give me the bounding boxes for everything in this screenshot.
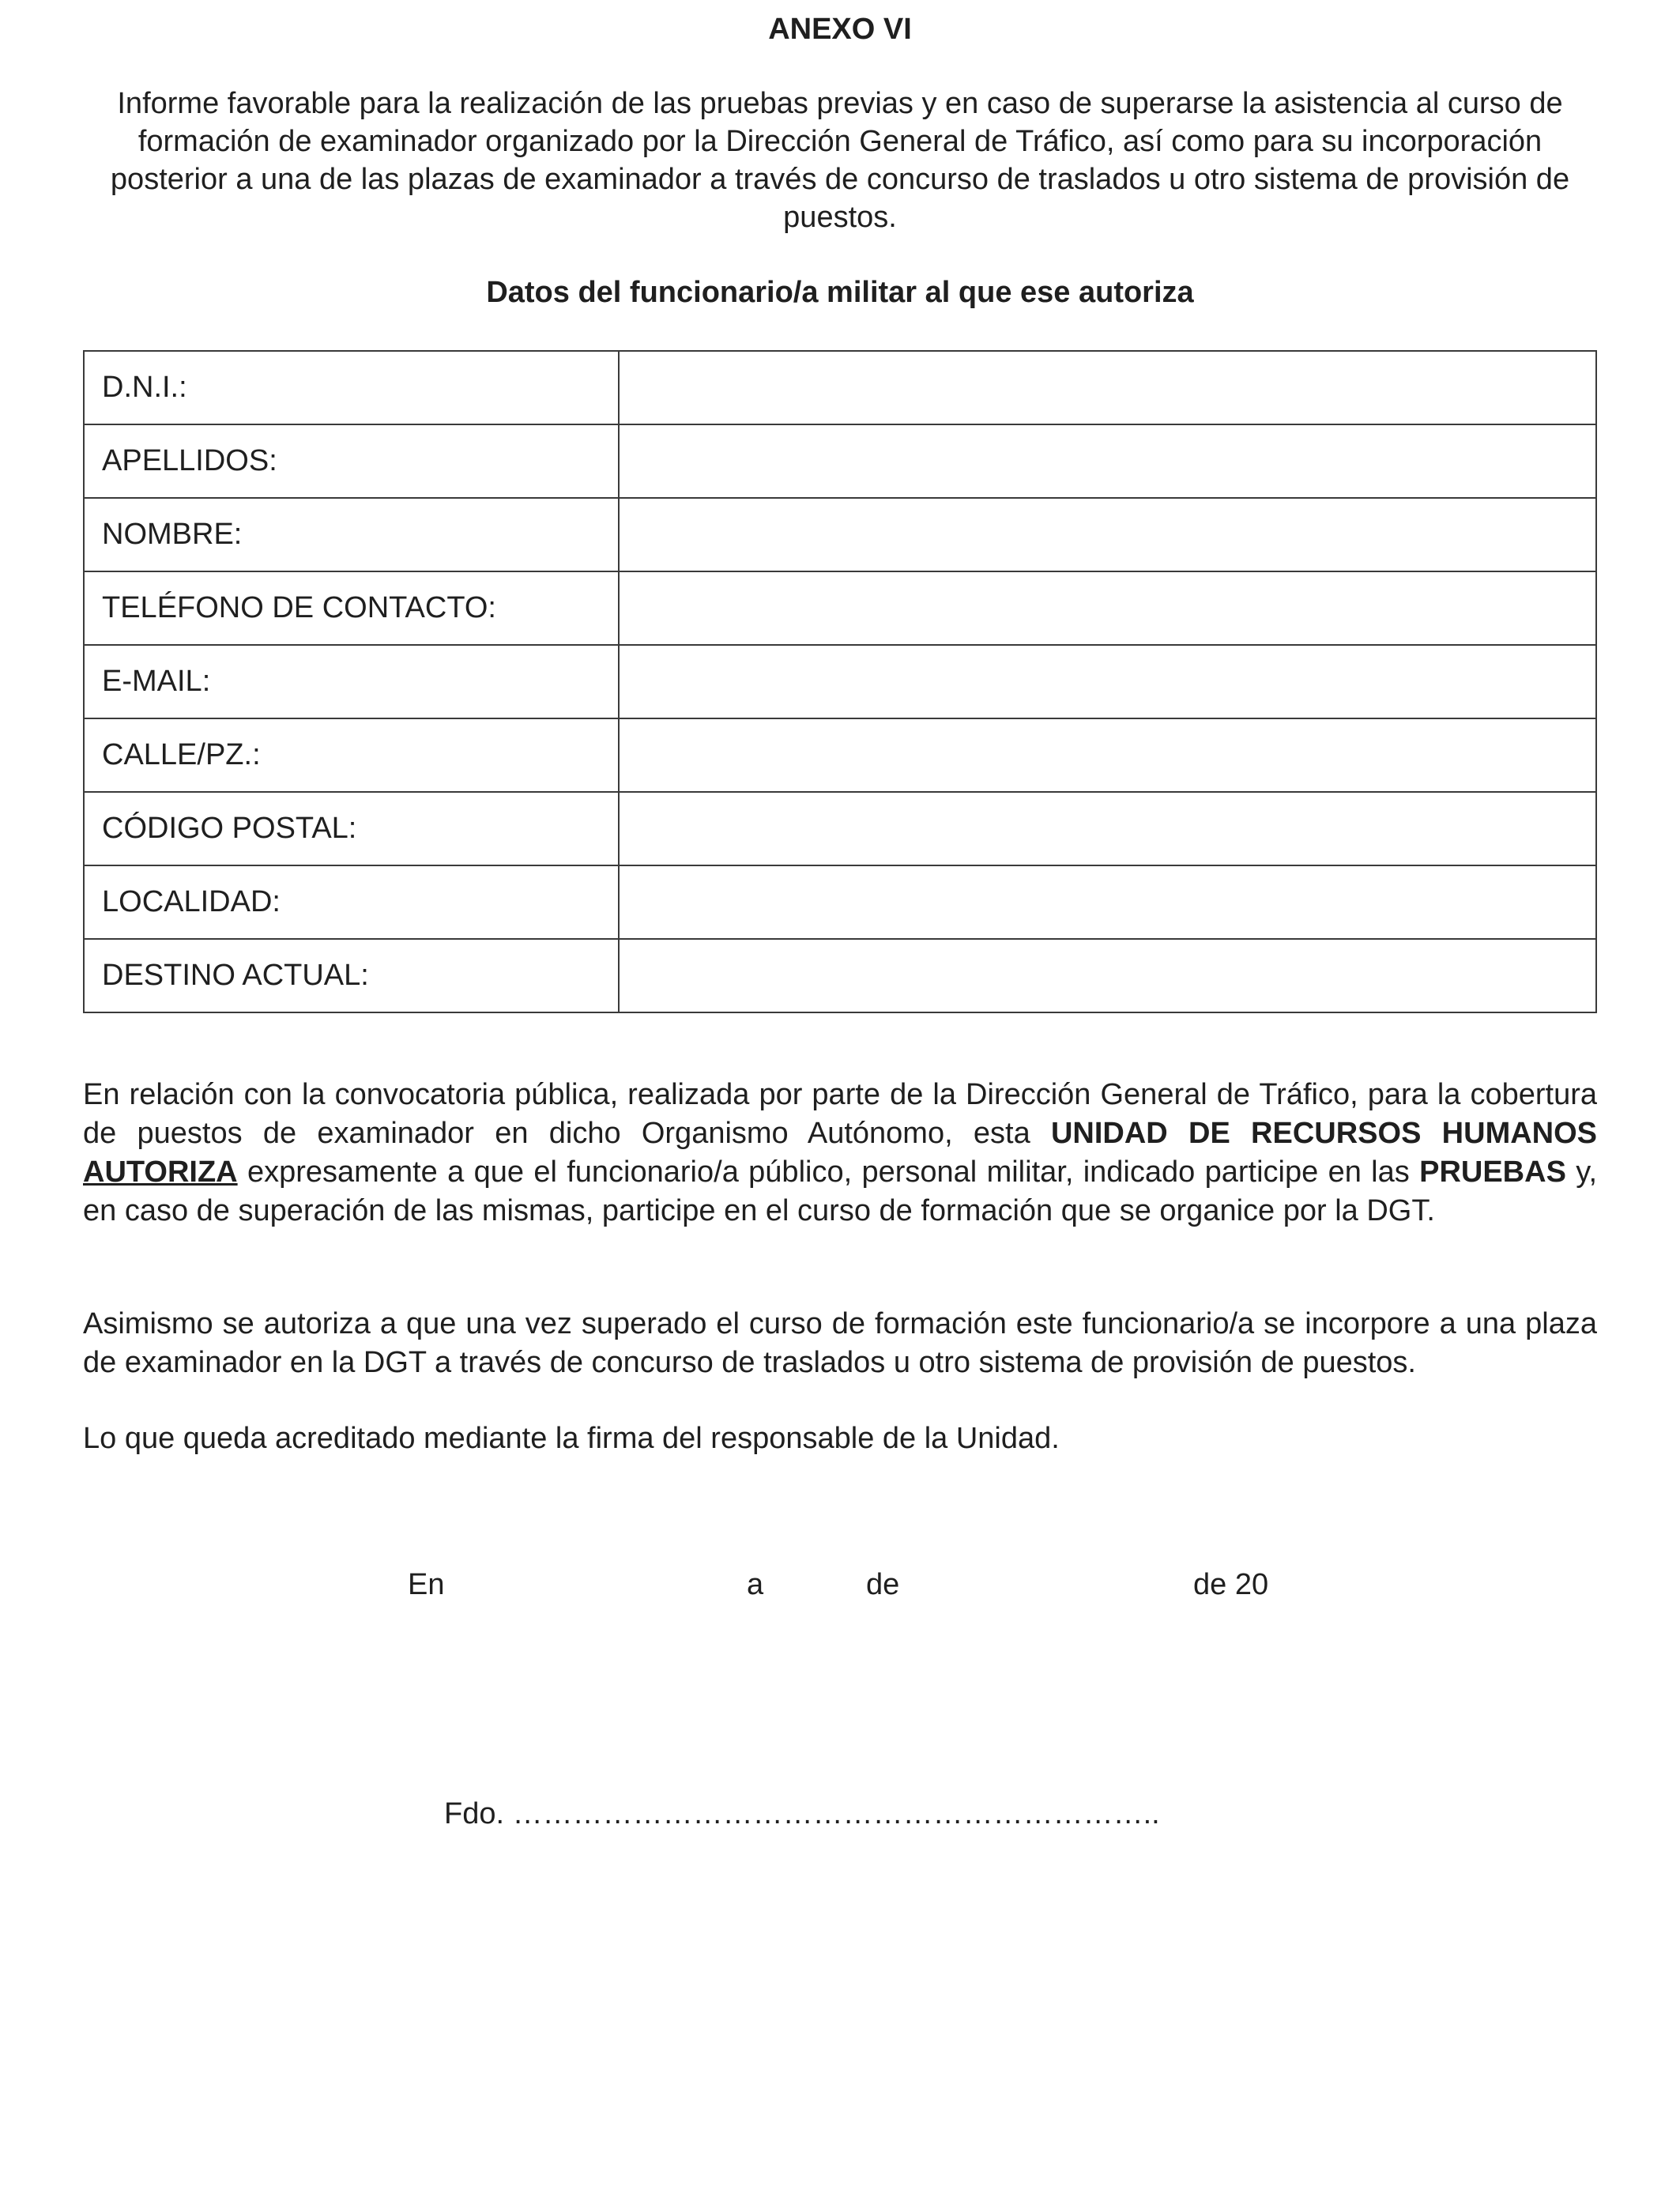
field-label-telefono: TELÉFONO DE CONTACTO: xyxy=(84,571,619,645)
authorization-keyword-underlined: AUTORIZA xyxy=(83,1155,238,1189)
date-day-label: a xyxy=(747,1568,764,1601)
table-row xyxy=(84,792,1596,865)
field-value-telefono[interactable] xyxy=(619,571,1596,645)
table-row xyxy=(84,424,1596,498)
date-month-label: de xyxy=(866,1568,900,1601)
employee-data-table xyxy=(83,350,1597,1013)
intro-paragraph: Informe favorable para la realización de las pruebas previas y en caso de superarse la asistencia al curso de formación de examinador organizado por la Dirección General de Tráfico, así como para su incorporación posterior a una de las plazas de examinador a través de concurso de traslados u otro sistema de provisión de puestos. xyxy=(110,87,1570,234)
field-label-localidad: LOCALIDAD: xyxy=(84,865,619,939)
signature-line: Fdo. ……………………………………………………….. xyxy=(444,1797,1160,1830)
field-label-nombre: NOMBRE: xyxy=(84,498,619,571)
table-row xyxy=(84,498,1596,571)
field-value-nombre[interactable] xyxy=(619,498,1596,571)
incorporation-paragraph: Asimismo se autoriza a que una vez superado el curso de formación este funcionario/a se incorpore a una plaza de examinador en la DGT a través de concurso de traslados u otro sistema de provisión de puestos. xyxy=(83,1307,1597,1379)
table-row xyxy=(84,645,1596,718)
authorization-paragraph xyxy=(83,1076,1597,1231)
date-year-label: de 20 xyxy=(1193,1568,1269,1601)
date-place-label: En xyxy=(408,1568,445,1601)
table-row xyxy=(84,718,1596,792)
field-value-localidad[interactable] xyxy=(619,865,1596,939)
field-value-destino-actual[interactable] xyxy=(619,939,1596,1012)
authorization-pruebas: PRUEBAS xyxy=(1419,1155,1566,1189)
field-value-calle[interactable] xyxy=(619,718,1596,792)
table-row xyxy=(84,351,1596,424)
field-value-apellidos[interactable] xyxy=(619,424,1596,498)
field-value-codigo-postal[interactable] xyxy=(619,792,1596,865)
field-label-apellidos: APELLIDOS: xyxy=(84,424,619,498)
accreditation-paragraph: Lo que queda acreditado mediante la firma del responsable de la Unidad. xyxy=(83,1422,1060,1455)
section-subtitle: Datos del funcionario/a militar al que ese autoriza xyxy=(486,276,1194,309)
field-label-dni: D.N.I.: xyxy=(84,351,619,424)
document-title: ANEXO VI xyxy=(768,13,912,46)
authorization-text-part3: y, en caso de superación de las mismas, participe en el curso de formación que se organice por la DGT. xyxy=(83,1155,1597,1227)
field-value-email[interactable] xyxy=(619,645,1596,718)
field-label-email: E-MAIL: xyxy=(84,645,619,718)
table-row xyxy=(84,939,1596,1012)
authorization-text-part1: En relación con la convocatoria pública, realizada por parte de la Dirección General de Tráfico, para la cobertura de puestos de examinador en dicho Organismo Autónomo, esta xyxy=(83,1078,1597,1150)
field-label-codigo-postal: CÓDIGO POSTAL: xyxy=(84,792,619,865)
field-label-destino-actual: DESTINO ACTUAL: xyxy=(84,939,619,1012)
table-row xyxy=(84,571,1596,645)
authorization-unit-name: UNIDAD DE RECURSOS HUMANOS xyxy=(1050,1117,1598,1150)
field-label-calle: CALLE/PZ.: xyxy=(84,718,619,792)
field-value-dni[interactable] xyxy=(619,351,1596,424)
authorization-text-part2: expresamente a que el funcionario/a público, personal militar, indicado participe en las xyxy=(237,1155,1420,1189)
table-row xyxy=(84,865,1596,939)
authorization-keyword xyxy=(83,1155,238,1189)
